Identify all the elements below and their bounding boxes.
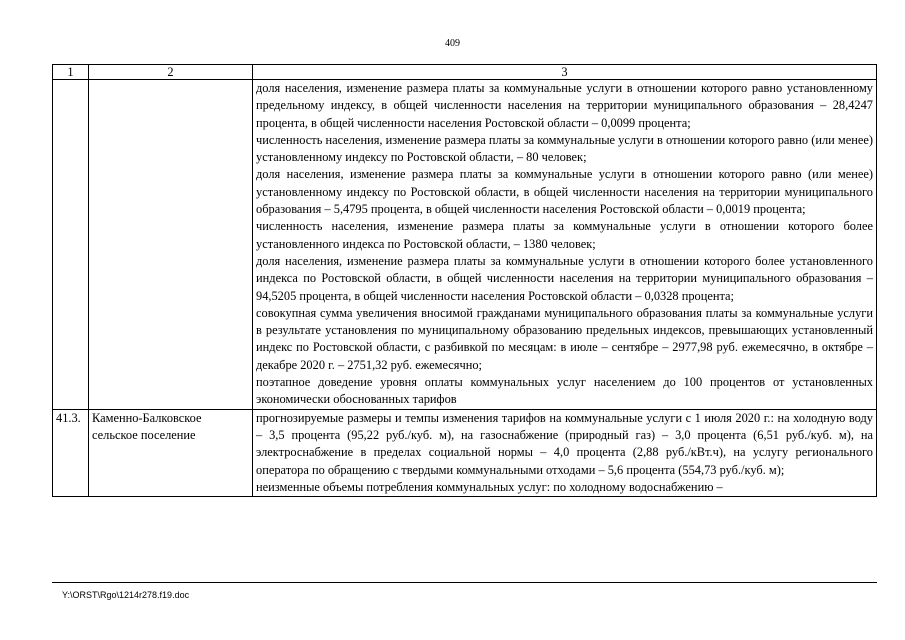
page-bottom-rule bbox=[52, 582, 877, 583]
paragraph: прогнозируемые размеры и темпы изменения тарифов на коммунальные услуги с 1 июля 2020 г.: на холодную воду – 3,5 процента (95,22 руб./куб. м), на газоснабжение (природный газ) – 3,0 процента (6,51 руб./куб. м), на электроснабжение в пределах социальной нормы – 4,0 процента (2,88 руб./кВт.ч), на услугу регионального оператора по обращению с твердыми коммунальными отходами – 5,6 процента (554,73 руб./куб. м); bbox=[256, 410, 873, 477]
description-cell bbox=[253, 409, 877, 496]
footer-file-path: Y:\ORST\Rgo\1214r278.f19.doc bbox=[62, 590, 190, 600]
paragraph: доля населения, изменение размера платы за коммунальные услуги в отношении которого более установленного индекса по Ростовской области, в общей численности населения на территории муниципального образования – 94,5205 процента, в общей численности населения Ростовской области – 0,0328 процента; bbox=[256, 253, 873, 303]
column-header-1: 1 bbox=[53, 65, 89, 80]
page-number: 409 bbox=[445, 38, 460, 49]
paragraph: неизменные объемы потребления коммунальных услуг: по холодному водоснабжению – bbox=[256, 479, 723, 494]
table-row bbox=[53, 80, 877, 410]
paragraph: доля населения, изменение размера платы за коммунальные услуги в отношении которого равно установленному предельному индексу, в общей численности населения на территории муниципального образования – 28,4247 процента, в общей численности населения Ростовской области – 0,0099 процента; bbox=[256, 81, 873, 130]
description-cell bbox=[253, 80, 877, 410]
municipality-name-cell bbox=[89, 80, 253, 410]
table-header-row bbox=[53, 65, 877, 80]
row-number-cell bbox=[53, 80, 89, 410]
paragraph: поэтапное доведение уровня оплаты коммунальных услуг населением до 100 процентов от установленных экономически обоснованных тарифов bbox=[256, 375, 873, 407]
municipality-name-cell: Каменно-Балковское сельское поселение bbox=[89, 409, 253, 496]
paragraph: численность населения, изменение размера платы за коммунальные услуги в отношении которого более установленного индекса по Ростовской области, – 1380 человек; bbox=[256, 219, 873, 251]
column-header-3: 3 bbox=[253, 65, 877, 80]
document-table bbox=[52, 64, 877, 497]
table-row bbox=[53, 409, 877, 496]
paragraph: доля населения, изменение размера платы за коммунальные услуги в отношении которого равно (или менее) установленному индексу по Ростовской области, в общей численности населения на территории муниципального образования – 5,4795 процента, в общей численности населения Ростовской области – 0,0019 процента; bbox=[256, 167, 873, 217]
paragraph: численность населения, изменение размера платы за коммунальные услуги в отношении которого равно (или менее) установленному индексу по Ростовской области, – 80 человек; bbox=[256, 132, 873, 165]
column-header-2: 2 bbox=[89, 65, 253, 80]
row-number-cell: 41.3. bbox=[53, 409, 89, 496]
paragraph: совокупная сумма увеличения вносимой гражданами муниципального образования платы за коммунальные услуги в результате установления по муниципальному образованию предельных индексов, превышающих установленный индекс по Ростовской области, с разбивкой по месяцам: в июле – сентябре – 2977,98 руб. ежемесячно, в октябре – декабре 2020 г. – 2751,32 руб. ежемесячно; bbox=[256, 305, 873, 372]
